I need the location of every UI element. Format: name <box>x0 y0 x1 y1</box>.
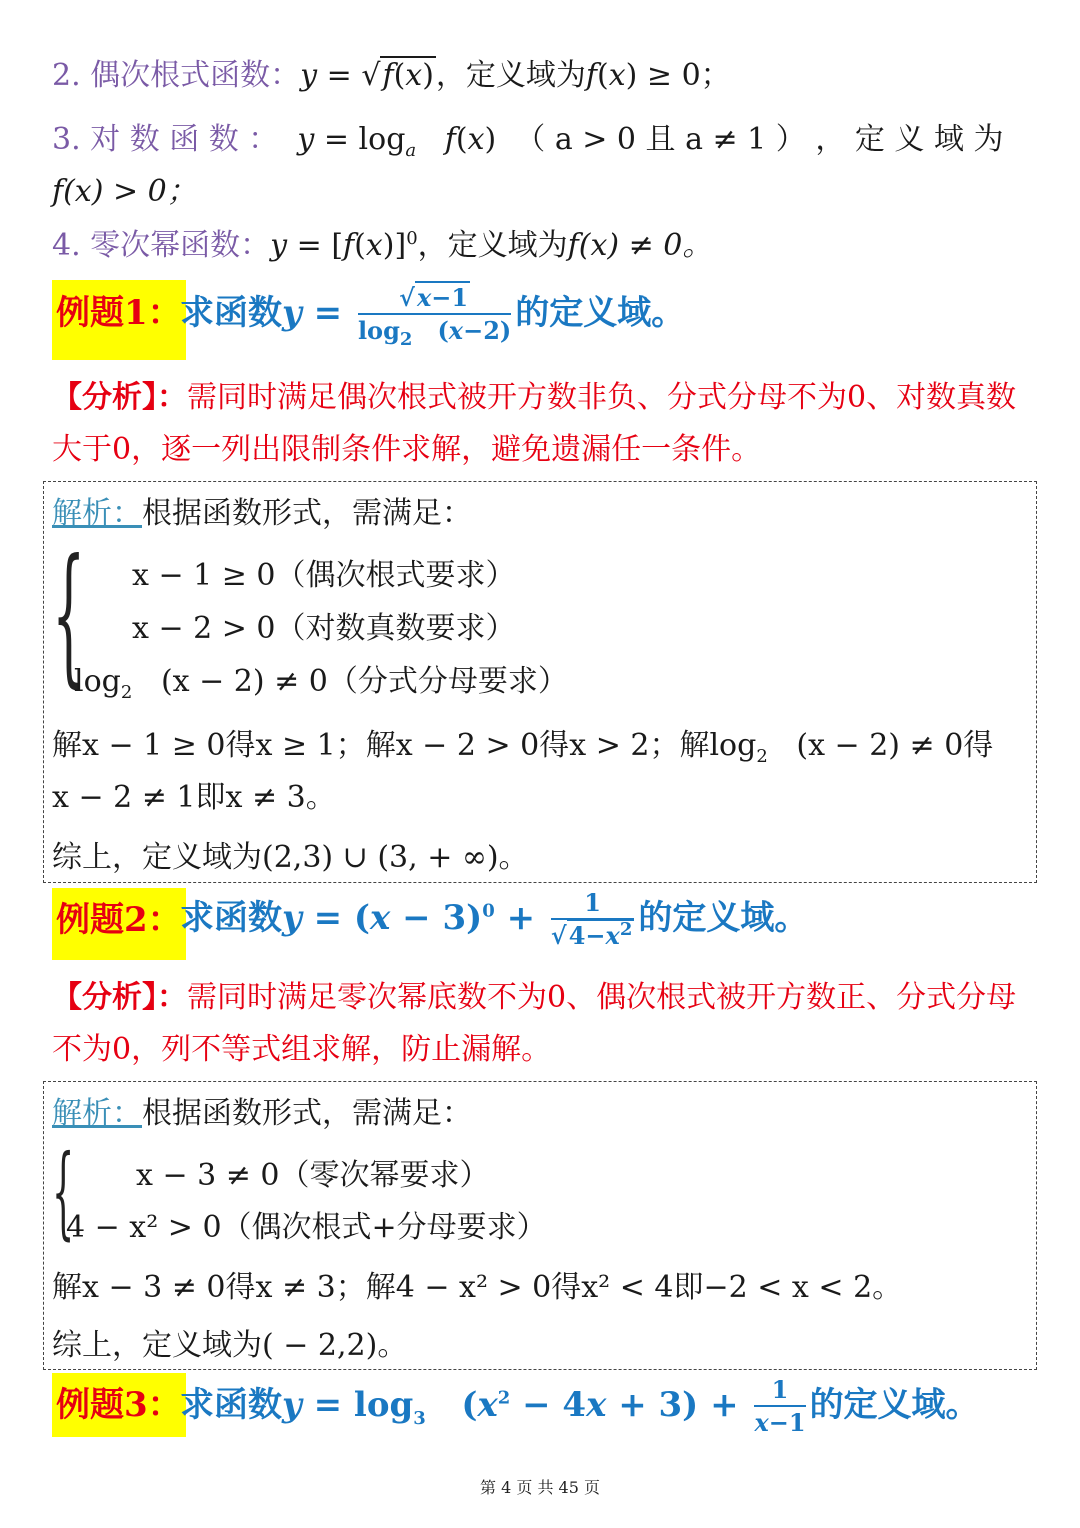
solution-2-step-1: 解x − 3 ≠ 0得x ≠ 3；解4 − x² > 0得x² < 4即−2 < x < 2。 <box>52 1270 903 1305</box>
solution-1-step-1: 解x − 1 ≥ 0得x ≥ 1；解x − 2 > 0得x > 2；解$\log_2$ (x − 2) ≠ 0得 <box>52 728 994 767</box>
example-2-analysis: 【分析】：需同时满足零次幂底数不为0、偶次根式被开方数正、分式分母不为0，列不等式组求解，防止漏解。 <box>52 980 1017 1067</box>
solution-1-conclusion: 综上，定义域为(2,3) ∪ (3, + ∞)。 <box>52 840 529 875</box>
example-1-label: 例题1： <box>52 280 186 360</box>
example-2-label: 例题2： <box>52 888 186 960</box>
example-3-question: 求函数$y = \log_3 (x^2 - 4x + 3)$ + $\frac{1}{x-1}$ 的定义域。 <box>180 1375 980 1437</box>
intro-line-3b: f(x) > 0； <box>52 174 197 209</box>
intro-label-4: 4. 零次幂函数： <box>52 228 271 263</box>
solution-2-intro: 解析：根据函数形式，需满足： <box>52 1096 472 1131</box>
example-2-fraction: $\frac{1}{√4-x^2}$ <box>550 888 633 950</box>
brace-icon: { <box>52 528 86 702</box>
example-1-question: 求函数y = $\frac{√x-1}{\log_2 (x-2)}$ 的定义域。 <box>180 283 686 350</box>
solution-2-cond-1: x − 3 ≠ 0（零次幂要求） <box>136 1158 490 1193</box>
solution-1-cond-2: x − 2 > 0（对数真数要求） <box>132 611 516 646</box>
intro-line-4: 4. 零次幂函数：$y = [f(x)]^0$，定义域为f(x) ≠ 0。 <box>52 228 713 263</box>
brace-icon: { <box>52 1133 75 1250</box>
intro-line-2: 2. 偶次根式函数：y = √f(x)，定义域为f(x) ≥ 0； <box>52 58 731 93</box>
example-2-question: 求函数$y = (x - 3)^0$ + $\frac{1}{√4-x^2}$ 的定义域。 <box>180 888 809 950</box>
example-1-solution-box <box>43 481 1037 883</box>
solution-1-intro: 解析：根据函数形式，需满足： <box>52 496 472 531</box>
solution-1-cond-3: $\log_2$ (x − 2) ≠ 0（分式分母要求） <box>74 664 568 703</box>
solution-2-conclusion: 综上，定义域为( − 2,2)。 <box>52 1328 408 1363</box>
page-number: 第 4 页 共 45 页 <box>480 1478 600 1497</box>
example-1-analysis: 【分析】：需同时满足偶次根式被开方数非负、分式分母不为0、对数真数大于0，逐一列出限制条件求解，避免遗漏任一条件。 <box>52 380 1017 467</box>
example-2-solution-box <box>43 1081 1037 1370</box>
example-3-fraction: $\frac{1}{x-1}$ <box>754 1375 806 1437</box>
solution-2-cond-2: 4 − x² > 0（偶次根式+分母要求） <box>66 1210 547 1245</box>
intro-label-3: 3. 对 数 函 数 ： <box>52 122 279 157</box>
intro-line-3: 3. 对 数 函 数 ： $y = \log_a$ f(x) （ a > 0 且 a ≠ 1 ） ， 定 义 域 为 <box>52 122 1004 161</box>
example-3-label: 例题3： <box>52 1373 186 1437</box>
intro-label-2: 2. 偶次根式函数： <box>52 58 301 93</box>
solution-1-step-2: x − 2 ≠ 1即x ≠ 3。 <box>52 780 336 815</box>
solution-1-cond-1: x − 1 ≥ 0（偶次根式要求） <box>132 558 516 593</box>
example-1-fraction: $\frac{√x-1}{\log_2 (x-2)}$ <box>357 283 512 350</box>
